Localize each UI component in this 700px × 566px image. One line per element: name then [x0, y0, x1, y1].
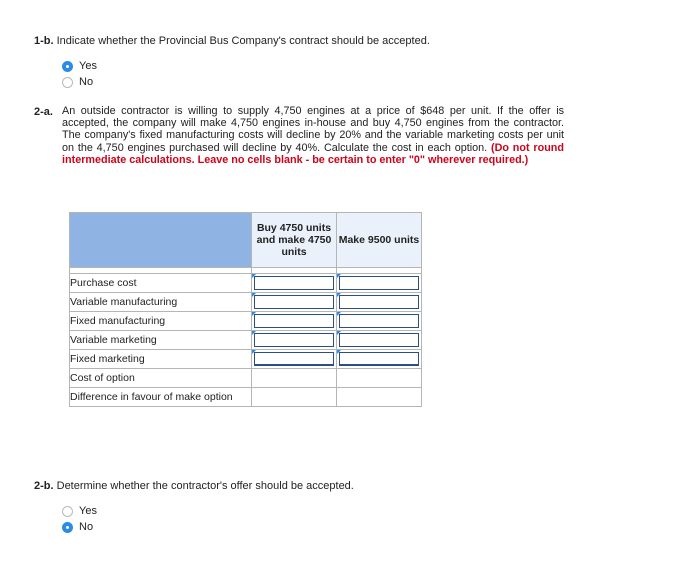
- radio-button-selected[interactable]: [62, 61, 73, 72]
- input-cell[interactable]: [252, 331, 337, 350]
- row-label: Fixed manufacturing: [70, 312, 252, 331]
- radio-option-yes[interactable]: [62, 58, 430, 74]
- table-row: [70, 369, 422, 388]
- output-cell: [252, 369, 337, 388]
- radio-label: Yes: [79, 60, 97, 72]
- input-cell[interactable]: [337, 312, 422, 331]
- question-2a: [34, 105, 564, 166]
- row-label: Fixed marketing: [70, 350, 252, 369]
- column-header-buy-and-make: Buy 4750 units and make 4750 units: [252, 213, 337, 268]
- row-label: Variable manufacturing: [70, 293, 252, 312]
- input-cell[interactable]: [252, 274, 337, 293]
- radio-option-yes[interactable]: [62, 503, 354, 519]
- table-row: [70, 293, 422, 312]
- question-number: 2-b.: [34, 480, 54, 492]
- table-header-blank: [70, 213, 252, 268]
- radio-button-selected[interactable]: [62, 522, 73, 533]
- table-row: [70, 331, 422, 350]
- row-label: Cost of option: [70, 369, 252, 388]
- question-1b-prompt: [34, 34, 430, 48]
- radio-button[interactable]: [62, 506, 73, 517]
- input-cell[interactable]: [337, 350, 422, 369]
- column-header-make: Make 9500 units: [337, 213, 422, 268]
- question-text: Indicate whether the Provincial Bus Company's contract should be accepted.: [56, 35, 430, 47]
- table-row: [70, 312, 422, 331]
- table-row: [70, 350, 422, 369]
- radio-option-no[interactable]: [62, 74, 430, 90]
- table-header-row: [70, 213, 422, 268]
- input-cell[interactable]: [337, 331, 422, 350]
- input-cell[interactable]: [337, 274, 422, 293]
- input-cell[interactable]: [252, 312, 337, 331]
- input-cell[interactable]: [252, 350, 337, 369]
- question-text: Determine whether the contractor's offer should be accepted.: [56, 480, 354, 492]
- question-number: 2-a.: [34, 106, 53, 118]
- radio-option-no[interactable]: [62, 519, 354, 535]
- table-row: [70, 274, 422, 293]
- output-cell: [337, 388, 422, 407]
- row-label: Difference in favour of make option: [70, 388, 252, 407]
- radio-label: Yes: [79, 505, 97, 517]
- output-cell: [337, 369, 422, 388]
- radio-label: No: [79, 76, 94, 88]
- row-label: Variable marketing: [70, 331, 252, 350]
- question-2a-text: [62, 105, 564, 166]
- question-number: 1-b.: [34, 35, 54, 47]
- input-cell[interactable]: [337, 293, 422, 312]
- instruction-text: (Do not round intermediate calculations. Leave no cells blank - be certain to enter "0" wherever required.): [62, 141, 564, 166]
- output-cell: [252, 388, 337, 407]
- radio-button[interactable]: [62, 77, 73, 88]
- input-cell[interactable]: [252, 293, 337, 312]
- row-label: Purchase cost: [70, 274, 252, 293]
- question-body: An outside contractor is willing to supply 4,750 engines at a price of $648 per unit. If the offer is accepted, the company will make 4,750 engines in-house and buy 4,750 engines from the contractor. The company's fixed manufacturing costs will decline by 20% and the variable marketing costs per unit on the 4,750 engines purchased will decline by 40%. Calculate the cost in each option.: [62, 105, 564, 154]
- radio-label: No: [79, 521, 94, 533]
- cost-comparison-table: [69, 212, 422, 407]
- question-2b-prompt: [34, 479, 354, 493]
- question-1b: [34, 34, 430, 90]
- question-2b: [34, 479, 354, 535]
- table-row: [70, 388, 422, 407]
